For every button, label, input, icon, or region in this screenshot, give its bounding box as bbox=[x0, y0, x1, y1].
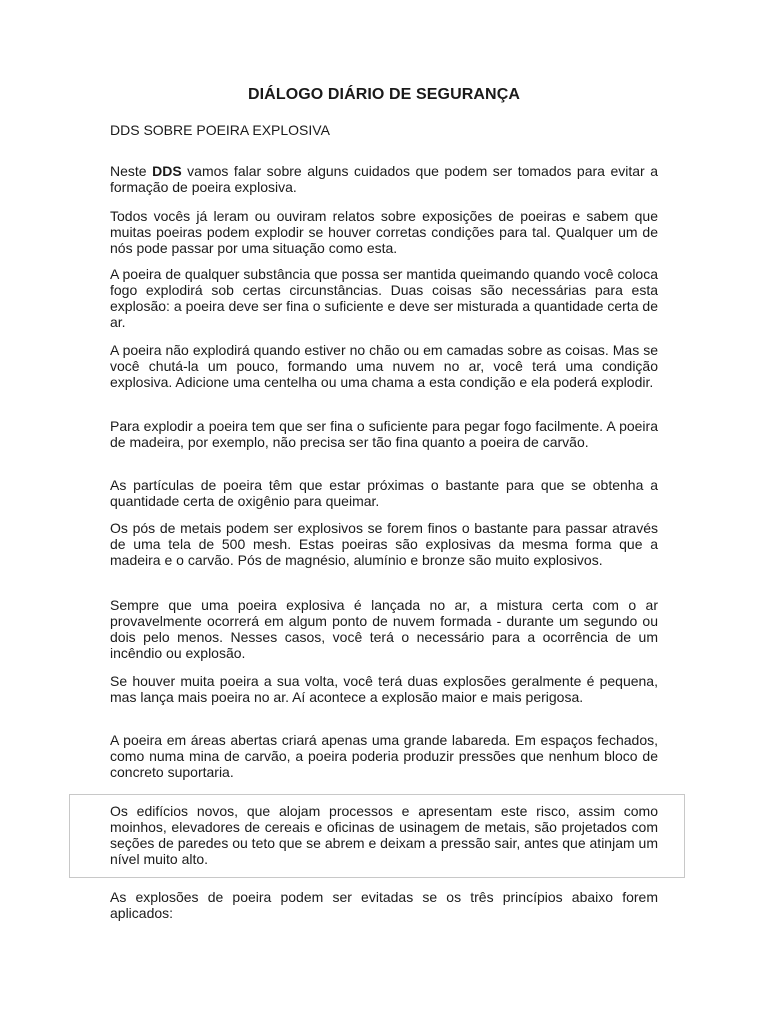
paragraph-4: Para explodir a poeira tem que ser fina o suficiente para pegar fogo facilmente. A poeira de madeira, por exemplo, não precisa ser tão fina quanto a poeira de carvão. bbox=[110, 418, 658, 450]
document-title: DIÁLOGO DIÁRIO DE SEGURANÇA bbox=[247, 86, 521, 103]
paragraph-5: As partículas de poeira têm que estar próximas o bastante para que se obtenha a quantidade certa de oxigênio para queimar. bbox=[110, 477, 658, 509]
paragraph-1: Todos vocês já leram ou ouviram relatos sobre exposições de poeiras e sabem que muitas poeiras podem explodir se houver corretas condições para tal. Qualquer um de nós pode passar por uma situação como esta. bbox=[110, 208, 658, 256]
intro-text-before: Neste bbox=[110, 163, 153, 179]
intro-text-after: vamos falar sobre alguns cuidados que podem ser tomados para evitar a formação de poeira explosiva. bbox=[110, 163, 658, 195]
paragraph-3: A poeira não explodirá quando estiver no chão ou em camadas sobre as coisas. Mas se você chutá-la um pouco, formando uma nuvem no ar, você terá uma condição explosiva. Adicione uma centelha ou uma chama a esta condição e ela poderá explodir. bbox=[110, 342, 658, 390]
paragraph-11: As explosões de poeira podem ser evitadas se os três princípios abaixo forem aplicados: bbox=[110, 889, 658, 921]
paragraph-8: Se houver muita poeira a sua volta, você terá duas explosões geralmente é pequena, mas lança mais poeira no ar. Aí acontece a explosão maior e mais perigosa. bbox=[110, 673, 658, 705]
intro-text-bold: DDS bbox=[152, 163, 182, 179]
paragraph-10: Os edifícios novos, que alojam processos e apresentam este risco, assim como moinhos, elevadores de cereais e oficinas de usinagem de metais, são projetados com seções de paredes ou teto que se abrem e deixam a pressão sair, antes que atinjam um nível muito alto. bbox=[110, 803, 658, 867]
paragraph-7: Sempre que uma poeira explosiva é lançada no ar, a mistura certa com o ar provavelmente ocorrerá em algum ponto de nuvem formada - durante um segundo ou dois pelo menos. Nesses casos, você terá o necessário para a ocorrência de um incêndio ou explosão. bbox=[110, 597, 658, 661]
intro-paragraph bbox=[110, 163, 658, 195]
document-subtitle: DDS SOBRE POEIRA EXPLOSIVA bbox=[110, 122, 330, 138]
paragraph-9: A poeira em áreas abertas criará apenas uma grande labareda. Em espaços fechados, como numa mina de carvão, a poeira poderia produzir pressões que nenhum bloco de concreto suportaria. bbox=[110, 732, 658, 780]
paragraph-6: Os pós de metais podem ser explosivos se forem finos o bastante para passar através de uma tela de 500 mesh. Estas poeiras são explosivas da mesma forma que a madeira e o carvão. Pós de magnésio, alumínio e bronze são muito explosivos. bbox=[110, 520, 658, 568]
paragraph-2: A poeira de qualquer substância que possa ser mantida queimando quando você coloca fogo explodirá sob certas circunstâncias. Duas coisas são necessárias para esta explosão: a poeira deve ser fina o suficiente e deve ser misturada a quantidade certa de ar. bbox=[110, 266, 658, 330]
